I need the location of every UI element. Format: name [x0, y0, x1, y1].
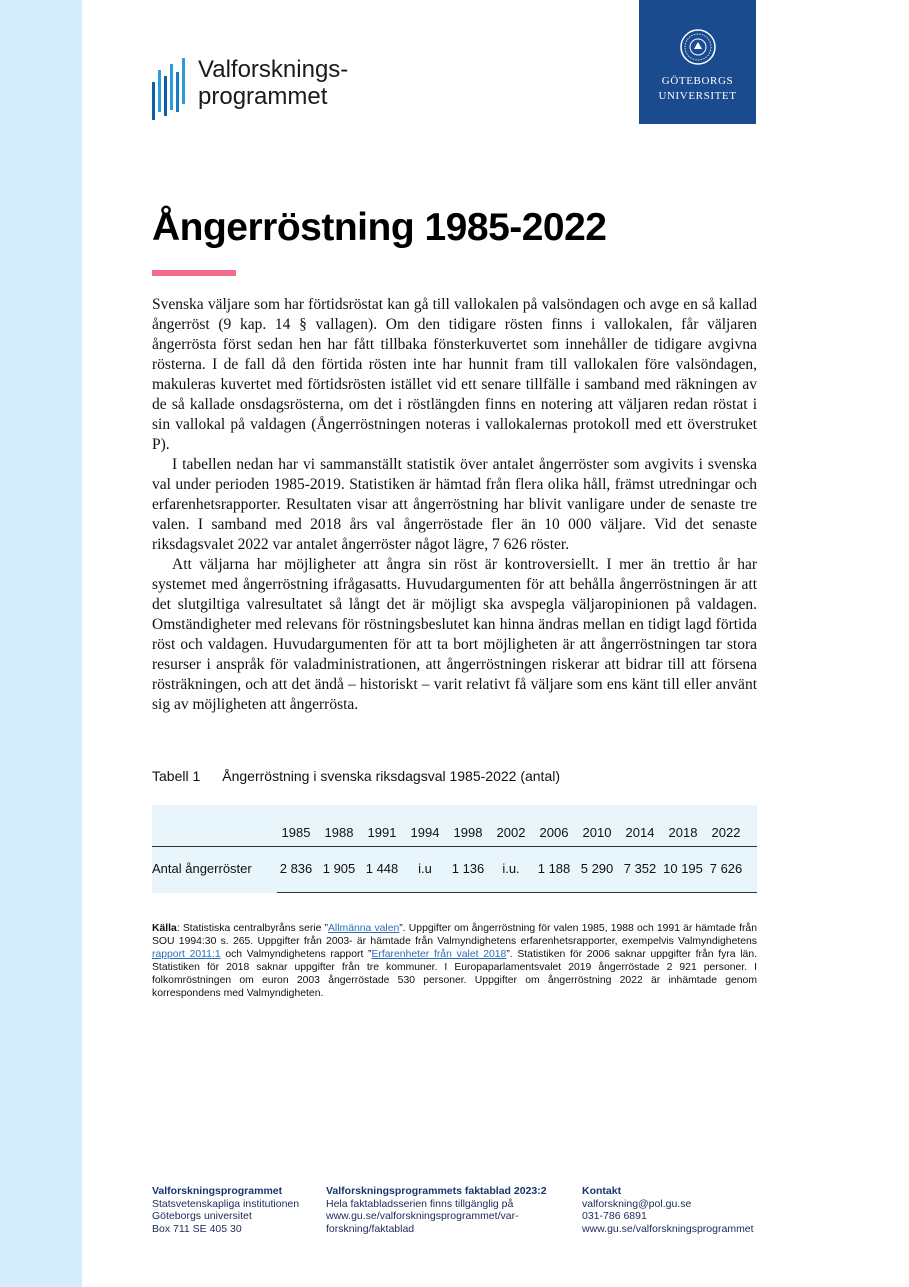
footer-column-organisation	[152, 1185, 299, 1235]
table-cell-value: 1 905	[322, 861, 356, 876]
table-header-year: 2006	[539, 825, 569, 840]
table-header-year: 2018	[668, 825, 698, 840]
university-name	[639, 74, 756, 104]
page-sidebar	[0, 0, 82, 1287]
table-header-year: 1991	[367, 825, 397, 840]
data-table	[152, 805, 757, 893]
footer-series-title: Valforskningsprogrammets faktablad 2023:2	[326, 1185, 547, 1197]
table-header-rule	[152, 846, 757, 847]
footer-series-line-1: Hela faktabladsserien finns tillgänglig på	[326, 1197, 514, 1210]
footer-contact-email[interactable]: valforskning@pol.gu.se	[582, 1197, 692, 1210]
paragraph-3: Att väljarna har möjligheter att ångra sin röst är kontroversiellt. I mer än trettio år har systemet med ångerröstning ifrågasatts. Huvudargumenten för att behålla ångerröstningen är att det slutgiltiga valresultatet så långt det är möjligt ska avspegla väljaropinionen på valdagen. Omständigheter med relevans för röstningsbeslutet kan hinna ändras mellan en tidigt lagd förtida röst och valdagen. Huvudargumenten för att ta bort möjligheten är att ångerröstningen tar stora resurser i anspråk för valadministrationen, att ångerröstningen riskerar att bidrar till att försena rösträkningen, och att det ändå – historiskt – varit relativt få väljare som ens känt till eller använt sig av möjligheten att ångerrösta.	[152, 556, 757, 713]
table-header-year: 2010	[582, 825, 612, 840]
valforskningsprogrammet-logo	[152, 54, 348, 120]
university-name-line-1: GÖTEBORGS	[661, 75, 734, 87]
footer-series-link-2[interactable]: forskning/faktablad	[326, 1222, 415, 1235]
table-cell-value: 10 195	[663, 861, 703, 876]
table-title: Ångerröstning i svenska riksdagsval 1985-2022 (antal)	[222, 768, 561, 784]
footer-contact-website[interactable]: www.gu.se/valforskningsprogrammet	[582, 1222, 754, 1235]
source-text-3: och Valmyndighetens rapport ”	[220, 949, 372, 960]
table-caption	[152, 768, 560, 784]
data-table-body	[152, 805, 757, 893]
link-allmanna-valen[interactable]: Allmänna valen	[328, 923, 400, 934]
table-header-year: 2002	[496, 825, 526, 840]
paragraph-2: I tabellen nedan har vi sammanställt statistik över antalet ångerröster som avgivits i svenska val under perioden 1985-2019. Statistiken är hämtad från flera olika håll, främst utredningar och erfarenhetsrapporter. Resultaten visar att ångerröstning har blivit vanligare under de senaste tre valen. I samband med 2018 års val ångerröstade fler än 10 000 väljare. Vid det senaste riksdagsvalet 2022 var antalet ångerröster något lägre, 7 626 röster.	[152, 456, 757, 553]
footer-series-link-1[interactable]: www.gu.se/valforskningsprogrammet/var-	[326, 1210, 519, 1222]
footer-org-title: Valforskningsprogrammet	[152, 1185, 283, 1197]
body-text	[152, 295, 757, 715]
logo-line-1: Valforsknings-	[198, 56, 349, 83]
footer-column-contact	[582, 1185, 754, 1235]
table-row-label: Antal ångerröster	[152, 861, 252, 876]
table-header-year: 2014	[625, 825, 655, 840]
table-header-year: 1988	[324, 825, 354, 840]
table-header-year: 1985	[281, 825, 311, 840]
table-header-year: 1998	[453, 825, 483, 840]
table-number: Tabell 1	[152, 768, 201, 784]
footer-column-series	[326, 1185, 547, 1235]
table-cell-value: i.u	[418, 861, 432, 876]
table-cell-value: 1 188	[537, 861, 571, 876]
footer-org-line-1: Statsvetenskapliga institutionen	[152, 1197, 300, 1210]
page-title: Ångerröstning 1985-2022	[152, 206, 607, 249]
logo-wordmark	[198, 56, 348, 110]
table-cell-value: 7 352	[623, 861, 657, 876]
source-text-4: ”. Statistiken för 2006 saknar uppgifter från fyra län. Statistiken för 2018 saknar uppgifter från tre kommuner. I Europaparlamentsvalet 2019 ångerröstade 2 921 personer. I folkomröstningen om euron 2003 ångerröstade 530 personer. Uppgifter om ångerröstning 2022 är inhämtade genom korrespondens med Valmyndigheten.	[152, 949, 757, 999]
table-header-year: 1994	[410, 825, 440, 840]
footer-org-line-3: Box 711 SE 405 30	[152, 1222, 242, 1235]
footer-contact-phone: 031-786 6891	[582, 1210, 647, 1222]
source-note	[152, 922, 757, 1000]
source-text-1: : Statistiska centralbyråns serie ”	[176, 923, 328, 934]
footer-contact-title: Kontakt	[582, 1185, 622, 1197]
table-cell-value: 2 836	[279, 861, 313, 876]
university-name-line-2: UNIVERSITET	[658, 90, 737, 102]
source-label: Källa	[152, 923, 177, 934]
logo-line-2: programmet	[198, 83, 328, 110]
table-cell-value: 1 448	[365, 861, 399, 876]
table-cell-value: 7 626	[709, 861, 743, 876]
table-cell-value: 5 290	[580, 861, 614, 876]
footer-org-line-2: Göteborgs universitet	[152, 1210, 252, 1222]
bar-chart-logo-icon	[152, 54, 188, 120]
university-seal-icon	[679, 28, 717, 66]
table-bottom-rule	[277, 892, 757, 893]
paragraph-1: Svenska väljare som har förtidsröstat kan gå till vallokalen på valsöndagen och avge en så kallad ångerröst (9 kap. 14 § vallagen). Om den tidigare rösten finns i vallokalen, får väljaren ångerrösta först sedan hen har fått tillbaka fönsterkuvertet som innehåller de tidigare avgivna rösterna. I de fall då den förtida rösten inte har hunnit fram till vallokalen före valsöndagen, makuleras kuvertet med förtidsrösten istället vid ett senare tillfälle i samband med räkningen av de så kallade onsdagsrösterna, om det i röstlängden finns en notering att väljaren redan röstat i sin vallokal på valdagen (Ångerröstningen noteras i vallokalernas protokoll med ett överstruket P).	[152, 296, 757, 453]
table-cell-value: i.u.	[502, 861, 520, 876]
table-header-year: 2022	[711, 825, 741, 840]
link-rapport-2011[interactable]: rapport 2011:1	[152, 949, 221, 960]
university-badge	[639, 0, 756, 124]
link-erfarenheter-2018[interactable]: Erfarenheter från valet 2018	[371, 949, 507, 960]
title-accent-bar	[152, 270, 236, 276]
table-cell-value: 1 136	[451, 861, 485, 876]
source-text-2: ”. Uppgifter om ångerröstning för valen 1985, 1988 och 1991 är hämtade från SOU 1994:30 s. 265. Uppgifter från 2003- är hämtade från Valmyndighetens erfarenhetsrapporter, exempelvis Valmyndighetens	[152, 923, 757, 947]
